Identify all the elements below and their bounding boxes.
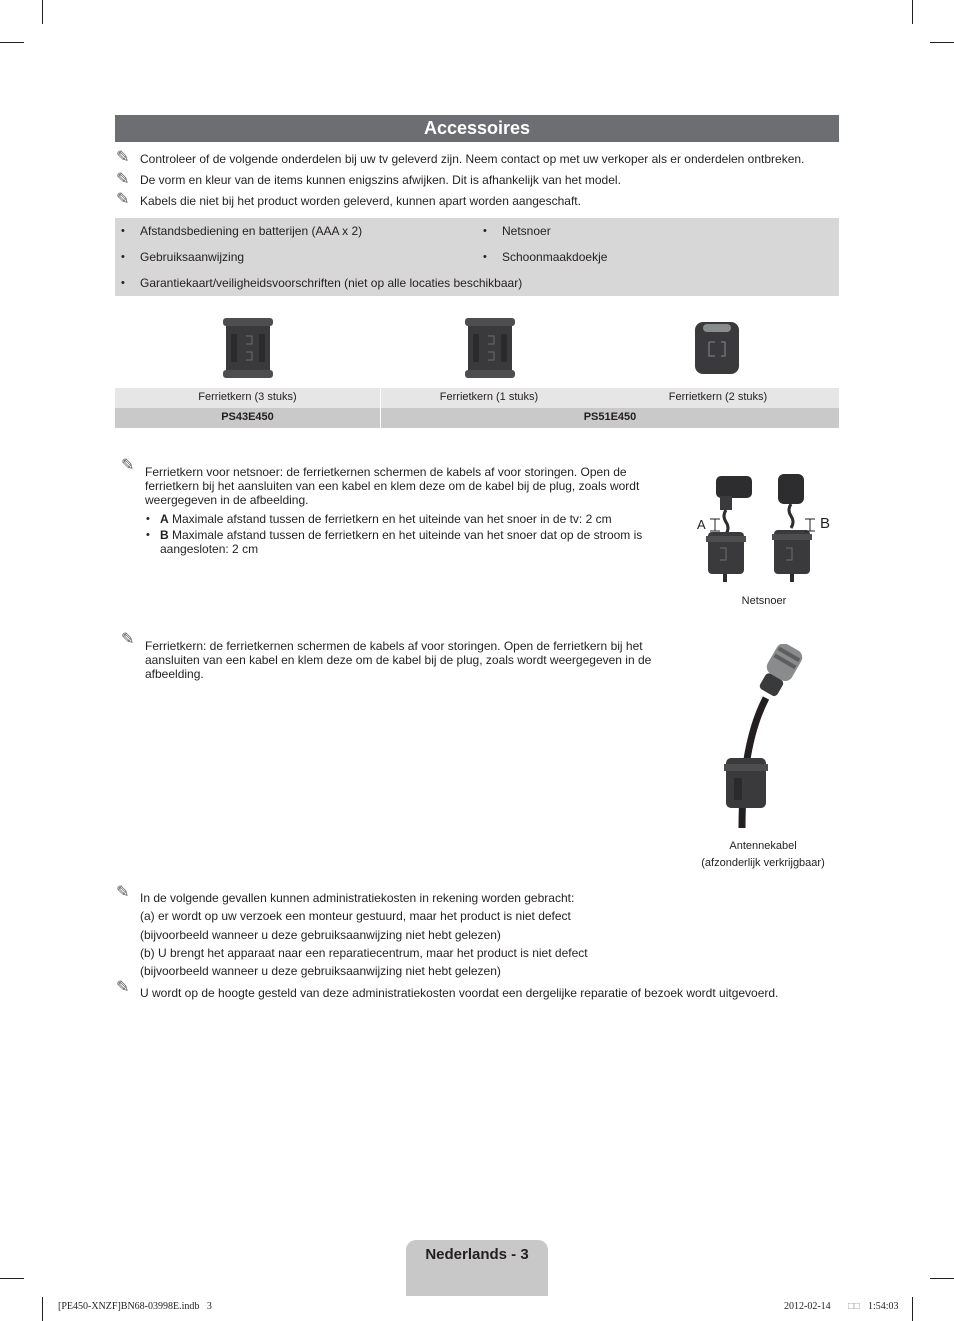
ferrite-core-image xyxy=(464,316,516,380)
admin-intro: In de volgende gevallen kunnen administratiekosten in rekening worden gebracht: xyxy=(140,891,575,905)
table-cell: PS51E450 xyxy=(583,411,637,423)
accessory-item: Schoonmaakdoekje xyxy=(502,250,608,264)
section-title: Accessoires xyxy=(115,115,839,142)
antenna-note-text: Ferrietkern: de ferrietkernen schermen de kabels af voor storingen. Open de ferrietkern bij het aansluiten van een kabel en klem deze om de kabel bij de plug, zoals wordt weergegeven in de afbeelding. xyxy=(145,639,652,681)
accessory-item: Garantiekaart/veiligheidsvoorschriften (niet op alle locaties beschikbaar) xyxy=(140,276,523,290)
crop-mark xyxy=(912,0,913,24)
page-label: Nederlands - 3 xyxy=(406,1240,548,1296)
admin-final: U wordt op de hoogte gesteld van deze administratiekosten voordat een dergelijke reparatie of bezoek wordt uitgevoerd. xyxy=(140,986,779,1000)
pencil-note-icon: ✎ xyxy=(116,171,130,188)
label-a: A xyxy=(697,517,706,532)
distance-text: Maximale afstand tussen de ferrietkern en het uiteinde van het snoer in de tv: 2 cm xyxy=(172,512,612,526)
image-caption: Netsnoer xyxy=(741,595,787,607)
image-caption: Antennekabel xyxy=(729,840,797,852)
crop-mark xyxy=(930,42,954,43)
table-cell: Ferrietkern (2 stuks) xyxy=(668,391,768,403)
bullet: • xyxy=(146,529,150,541)
table-cell: PS43E450 xyxy=(221,411,274,423)
power-note-text: Ferrietkern voor netsnoer: de ferrietkernen schermen de kabels af voor storingen. Open de ferrietkern bij het aansluiten van een kabel en klem deze om de kabel bij de plug, zoals wordt weergegeven in de afbeelding. xyxy=(145,465,640,507)
crop-mark xyxy=(42,0,43,24)
note-text: Controleer of de volgende onderdelen bij uw tv geleverd zijn. Neem contact op met uw verkoper als er onderdelen ontbreken. xyxy=(140,152,805,166)
accessory-item: Gebruiksaanwijzing xyxy=(140,250,245,264)
crop-mark xyxy=(930,1278,954,1279)
distance-label: B xyxy=(160,528,169,542)
pencil-note-icon: ✎ xyxy=(116,149,130,166)
crop-mark xyxy=(912,1297,913,1321)
note-text: De vorm en kleur van de items kunnen enigszins afwijken. Dit is afhankelijk van het model. xyxy=(140,173,621,187)
print-date: 2012-02-14 xyxy=(784,1301,831,1312)
admin-line: (bijvoorbeeld wanneer u deze gebruiksaanwijzing niet hebt gelezen) xyxy=(140,928,501,942)
distance-item xyxy=(160,528,665,556)
accessory-item: Netsnoer xyxy=(502,224,551,238)
image-caption: (afzonderlijk verkrijgbaar) xyxy=(701,857,825,869)
pencil-note-icon: ✎ xyxy=(116,884,130,901)
crop-mark xyxy=(0,42,24,43)
table-cell: Ferrietkern (3 stuks) xyxy=(198,391,297,403)
bullet: • xyxy=(121,277,125,289)
bullet: • xyxy=(121,251,125,263)
ferrite-core-image xyxy=(222,316,274,380)
print-time-marker: □□ xyxy=(848,1301,861,1312)
distance-item xyxy=(160,512,665,526)
pencil-note-icon: ✎ xyxy=(121,457,135,474)
table-cell: Ferrietkern (1 stuks) xyxy=(439,391,539,403)
admin-line: (b) U brengt het apparaat naar een reparatiecentrum, maar het product is niet defect xyxy=(140,946,588,960)
admin-line: (bijvoorbeeld wanneer u deze gebruiksaanwijzing niet hebt gelezen) xyxy=(140,964,501,978)
admin-line: (a) er wordt op uw verzoek een monteur gestuurd, maar het product is niet defect xyxy=(140,909,571,923)
pencil-note-icon: ✎ xyxy=(116,979,130,996)
bullet: • xyxy=(146,513,150,525)
ferrite-core-image xyxy=(693,320,741,376)
crop-mark xyxy=(0,1278,24,1279)
antenna-cable-illustration xyxy=(720,644,810,830)
pencil-note-icon: ✎ xyxy=(121,631,135,648)
bullet: • xyxy=(483,225,487,237)
power-cord-illustration xyxy=(694,470,834,582)
note-text: Kabels die niet bij het product worden geleverd, kunnen apart worden aangeschaft. xyxy=(140,194,581,208)
print-file: [PE450-XNZF]BN68-03998E.indb 3 xyxy=(58,1301,212,1312)
bullet: • xyxy=(121,225,125,237)
print-time: 1:54:03 xyxy=(868,1301,899,1312)
distance-text: Maximale afstand tussen de ferrietkern en het uiteinde van het snoer dat op de stroom is aangesloten: 2 cm xyxy=(160,528,643,556)
label-b: B xyxy=(820,515,831,532)
pencil-note-icon: ✎ xyxy=(116,191,130,208)
bullet: • xyxy=(483,251,487,263)
accessory-item: Afstandsbediening en batterijen (AAA x 2) xyxy=(140,224,363,238)
crop-mark xyxy=(42,1297,43,1321)
distance-label: A xyxy=(160,512,169,526)
